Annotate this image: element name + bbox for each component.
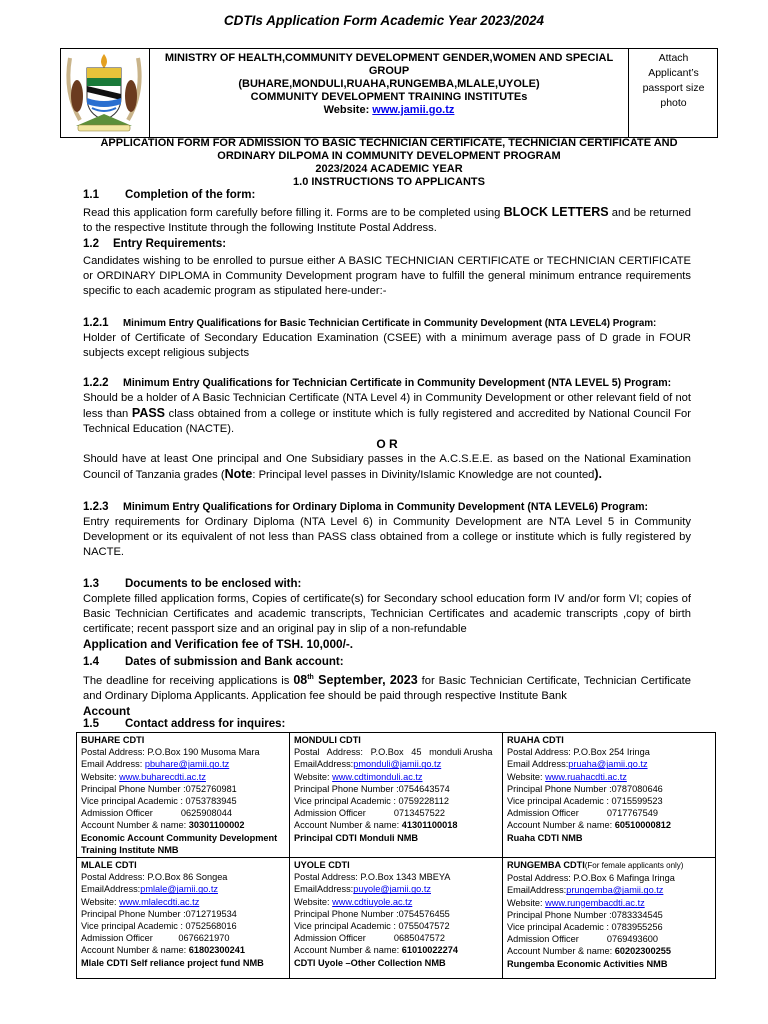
section-1-3-text: Complete filled application forms, Copies of certificate(s) for Secondary school education form IV and/or form VI; copies of Basic Technician Certificates and academic transcripts, Technician Certificates and academic transcripts ,copy of birth certificate; recent passport size and an original pay in slip of a non-refundable — [83, 593, 691, 635]
section-1-3-fee: Application and Verification fee of TSH. 10,000/-. — [83, 637, 354, 651]
section-1-2-heading: 1.2 Entry Requirements: — [83, 238, 227, 250]
section-1-2-3 — [83, 500, 691, 560]
section-1-4-account: Account — [83, 704, 131, 719]
table-row — [77, 858, 716, 979]
website-link[interactable]: www.cdtimonduli.ac.tz — [332, 771, 423, 782]
photo-line-2: Applicant’s — [648, 67, 699, 79]
logo-cell — [60, 48, 150, 138]
section-1-2-2-text: Should be a holder of A Basic Technician Certificate (NTA Level 4) in Community Development or other relevant field of not less than PASS class obtained from a college or institute which is fully registered and accredited by National Council For Technical Education (NACTE). — [83, 392, 691, 435]
photo-line-3: passport size — [642, 82, 705, 94]
contacts-table — [76, 732, 716, 979]
contact-uyole: UYOLE CDTI Postal Address: P.O.Box 1343 MBEYA EmailAddress:puyole@jamii.go.tz Website: www.cdtiuyole.ac.tz Principal Phone Number :0754576455 Vice principal Academic : 0755047572 Admission Officer 0685047572 Account Number & name: 61010022274 CDTI Uyole –Other Collection NMB — [290, 858, 503, 979]
photo-line-1: Attach — [658, 52, 689, 64]
section-1-2-1 — [83, 316, 691, 361]
contact-monduli: MONDULI CDTI Postal Address: P.O.Box 45 monduli Arusha EmailAddress:pmonduli@jamii.go.tz Website: www.cdtimonduli.ac.tz Principal Phone Number :0754643574 Vice principal Academic : 0759228112 Admission Officer 0713457522 Account Number & name: 41301100018 Principal CDTI Monduli NMB — [290, 733, 503, 858]
coat-of-arms-icon — [60, 48, 148, 136]
email-link[interactable]: pmonduli@jamii.go.tz — [353, 759, 442, 770]
email-link[interactable]: pbuhare@jamii.go.tz — [144, 759, 230, 770]
passport-photo-box — [628, 48, 718, 138]
email-link[interactable]: pruaha@jamii.go.tz — [568, 759, 648, 770]
contact-mlale: MLALE CDTI Postal Address: P.O.Box 86 Songea EmailAddress:pmlale@jamii.go.tz Website: www.mlalecdti.ac.tz Principal Phone Number :0712719534 Vice principal Academic : 0752568016 Admission Officer 0676621970 Account Number & name: 61802300241 Mlale CDTI Self reliance project fund NMB — [77, 858, 290, 979]
website-link[interactable]: www.buharecdti.ac.tz — [119, 771, 206, 782]
website-link[interactable]: www.jamii.go.tz — [372, 104, 455, 116]
email-link[interactable]: prungemba@jamii.go.tz — [566, 885, 664, 896]
form-title-line-1: APPLICATION FORM FOR ADMISSION TO BASIC TECHNICIAN CERTIFICATE, TECHNICIAN CERTIFICATE AND — [100, 137, 678, 149]
section-1-3 — [83, 577, 691, 652]
section-1-2-1-text: Holder of Certificate of Secondary Education Examination (CSEE) with a minimum average pass of D grade in FOUR subjects except religious subjects — [83, 332, 691, 359]
section-1-1-heading: 1.1 Completion of the form: — [83, 189, 256, 201]
form-title-line-4: 1.0 INSTRUCTIONS TO APPLICANTS — [293, 176, 485, 188]
section-1-2-3-text: Entry requirements for Ordinary Diploma (NTA Level 6) in Community Development are NTA Level 5 in Community Development or its equivalent of not less than PASS class obtained from a college or institute which is fully registered by NACTE. — [83, 516, 691, 558]
ministry-line-4: COMMUNITY DEVELOPMENT TRAINING INSTITUTEs — [250, 91, 528, 103]
section-1-2-3-heading: 1.2.3 Minimum Entry Qualifications for Ordinary Diploma in Community Development (NTA LEVEL6) Program: — [83, 501, 649, 513]
or-separator: O R — [376, 437, 398, 451]
form-title-line-2: ORDINARY DILPOMA IN COMMUNITY DEVELOPMENT PROGRAM — [217, 150, 561, 162]
section-1-2 — [83, 237, 691, 299]
ministry-line-2: GROUP — [368, 65, 410, 77]
form-title-line-3: 2023/2024 ACADEMIC YEAR — [315, 163, 463, 175]
contact-rungemba: RUNGEMBA CDTI(For female applicants only) Postal Address: P.O.Box 6 Mafinga Iringa EmailAddress:prungemba@jamii.go.tz Website: www.rungembacdti.ac.tz Principal Phone Number :0783334545 Vice principal Academic : 0783955256 Admission Officer 0769493600 Account Number & name: 60202300255 Rungemba Economic Activities NMB — [503, 858, 716, 979]
section-1-4-heading: 1.4 Dates of submission and Bank account: — [83, 656, 344, 668]
section-1-4-text: The deadline for receiving applications is 08th September, 2023 for Basic Technician Certificate, Technician Certificate and Ordinary Diploma Applicants. Application fee should be paid through respective Institute Bank — [83, 673, 691, 703]
form-title — [60, 137, 718, 189]
section-1-2-2-text-2: Should have at least One principal and One Subsidiary passes in the A.C.S.E.E. as based on the National Examination Council of Tanzania grades (Note: Principal level passes in Divinity/Islamic Knowledge are not counted). — [83, 453, 691, 481]
website-link[interactable]: www.mlalecdti.ac.tz — [119, 896, 200, 907]
email-link[interactable]: puyole@jamii.go.tz — [353, 884, 431, 895]
ministry-line-1: MINISTRY OF HEALTH,COMMUNITY DEVELOPMENT GENDER,WOMEN AND SPECIAL — [164, 52, 614, 64]
section-1-2-text: Candidates wishing to be enrolled to pursue either A BASIC TECHNICIAN CERTIFICATE or TECHNICIAN CERTIFICATE or ORDINARY DIPLOMA in Community Development program have to fulfill the general minimum entrance requirements specific to each academic program as stipulated here-under:- — [83, 255, 691, 297]
section-1-3-heading: 1.3 Documents to be enclosed with: — [83, 578, 302, 590]
section-1-4 — [83, 655, 691, 719]
photo-line-4: photo — [660, 97, 687, 109]
table-row — [77, 733, 716, 858]
section-1-5-heading: 1.5 Contact address for inquires: — [83, 718, 286, 730]
website-link[interactable]: www.cdtiuyole.ac.tz — [332, 896, 413, 907]
section-1-1 — [83, 190, 691, 236]
section-1-2-1-heading: 1.2.1 Minimum Entry Qualifications for Basic Technician Certificate in Community Development (NTA LEVEL4) Program: — [83, 317, 657, 329]
section-1-1-text: Read this application form carefully before filling it. Forms are to be completed using BLOCK LETTERS and be returned to the respective Institute through the following Institute Postal Address. — [83, 205, 691, 234]
ministry-heading — [150, 52, 628, 117]
ministry-website — [150, 104, 628, 117]
website-label: Website: — [323, 104, 373, 116]
deadline-date: 08th September, 2023 — [293, 673, 418, 688]
website-link[interactable]: www.ruahacdti.ac.tz — [545, 771, 627, 782]
contact-ruaha: RUAHA CDTI Postal Address: P.O.Box 254 Iringa Email Address:pruaha@jamii.go.tz Website: www.ruahacdti.ac.tz Principal Phone Number :0787080646 Vice principal Academic : 0715599523 Admission Officer 0717767549 Account Number & name: 60510000812 Ruaha CDTI NMB — [503, 733, 716, 858]
section-1-5 — [83, 717, 691, 732]
website-link[interactable]: www.rungembacdti.ac.tz — [545, 897, 645, 908]
ministry-line-3: (BUHARE,MONDULI,RUAHA,RUNGEMBA,MLALE,UYOLE) — [238, 78, 540, 90]
email-link[interactable]: pmlale@jamii.go.tz — [140, 884, 218, 895]
contact-buhare: BUHARE CDTI Postal Address: P.O.Box 190 Musoma Mara Email Address: pbuhare@jamii.go.tz Website: www.buharecdti.ac.tz Principal Phone Number :0752760981 Vice principal Academic : 0753783945 Admission Officer 0625908044 Account Number & name: 30301100002 Economic Account Community Development Training Institute NMB — [77, 733, 290, 858]
section-1-2-2 — [83, 376, 691, 483]
section-1-2-2-heading: 1.2.2 Minimum Entry Qualifications for Technician Certificate in Community Development (NTA LEVEL 5) Program: — [83, 377, 672, 389]
page-title: CDTIs Application Form Academic Year 2023/2024 — [223, 13, 545, 28]
